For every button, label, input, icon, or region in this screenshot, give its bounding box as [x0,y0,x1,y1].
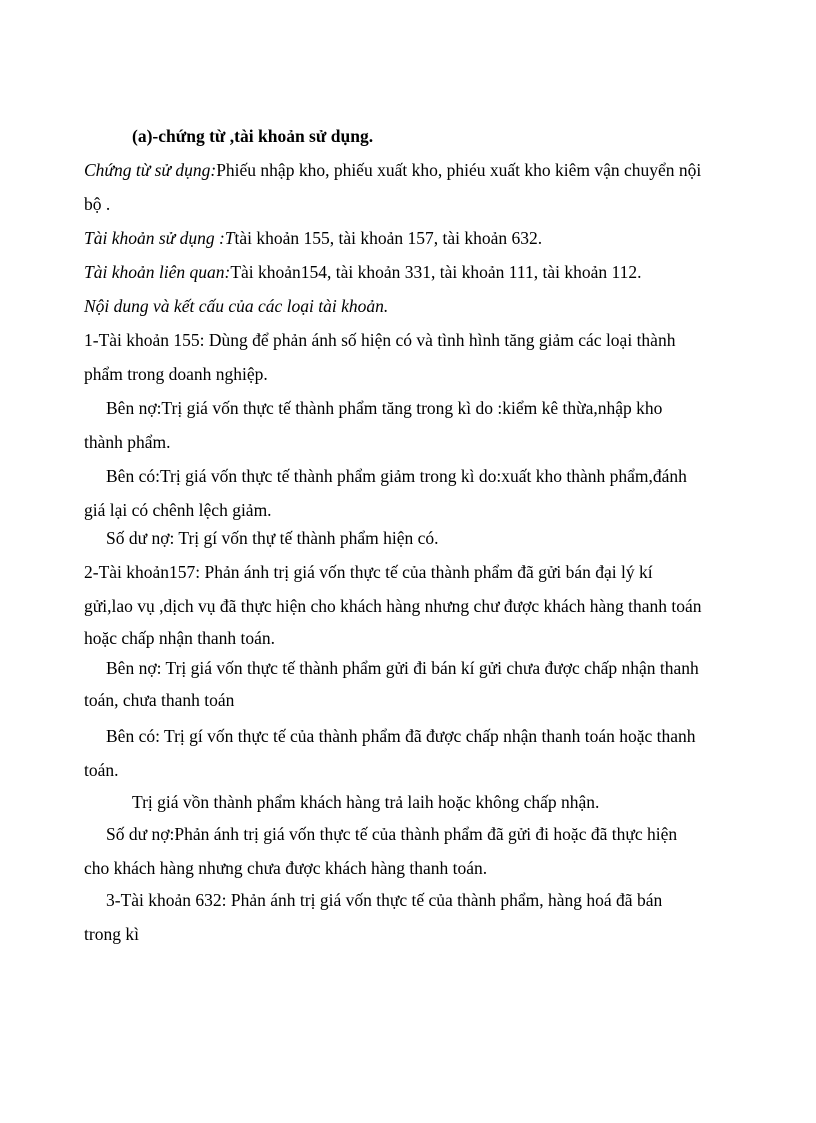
label-tai-khoan-lien-quan: Tài khoản liên quan: [84,262,231,282]
paragraph-line [84,160,701,180]
text-chung-tu: Phiếu nhập kho, phiếu xuất kho, phiéu xuất kho kiêm vận chuyển nội [216,160,702,180]
label-tai-khoan-su-dung: Tài khoản sử dụng :T [84,228,235,248]
subheading-noi-dung: Nội dung và kết cấu của các loại tài khoản. [84,296,389,316]
section-heading: (a)-chứng từ ,tài khoản sử dụng. [132,126,374,146]
paragraph-line: toán. [84,760,119,780]
paragraph-line [84,228,542,248]
label-chung-tu: Chứng từ sử dụng: [84,160,217,180]
paragraph-line: trong kì [84,924,139,944]
paragraph-line: Trị giá vồn thành phẩm khách hàng trả laih hoặc không chấp nhận. [132,792,600,812]
paragraph-line: bộ . [84,194,111,214]
paragraph-line: toán, chưa thanh toán [84,690,235,710]
paragraph-line: Số dư nợ: Trị gí vốn thự tế thành phẩm hiện có. [106,528,439,548]
paragraph-line: giá lại có chênh lệch giảm. [84,500,272,520]
paragraph-line: Bên nợ:Trị giá vốn thực tế thành phẩm tăng trong kì do :kiểm kê thừa,nhập kho [106,398,663,418]
paragraph-line: cho khách hàng nhưng chưa được khách hàng thanh toán. [84,858,488,878]
text-tai-khoan-su-dung: tài khoản 155, tài khoản 157, tài khoản 632. [234,228,543,248]
paragraph-line: Bên có:Trị giá vốn thực tế thành phẩm giảm trong kì do:xuất kho thành phẩm,đánh [106,466,687,486]
paragraph-line: Số dư nợ:Phản ánh trị giá vốn thực tế của thành phẩm đã gửi đi hoặc đã thực hiện [106,824,678,844]
paragraph-line: 1-Tài khoản 155: Dùng để phản ánh số hiện có và tình hình tăng giảm các loại thành [84,330,676,350]
paragraph-line: hoặc chấp nhận thanh toán. [84,628,275,648]
paragraph-line: Bên nợ: Trị giá vốn thực tế thành phẩm gửi đi bán kí gửi chưa được chấp nhận thanh [106,658,699,678]
paragraph-line: phẩm trong doanh nghiệp. [84,364,268,384]
paragraph-line: Bên có: Trị gí vốn thực tế của thành phẩm đã được chấp nhận thanh toán hoặc thanh [106,726,696,746]
paragraph-line [84,262,641,282]
paragraph-line: 3-Tài khoản 632: Phản ánh trị giá vốn thực tế của thành phẩm, hàng hoá đã bán [106,890,663,910]
paragraph-line: 2-Tài khoản157: Phản ánh trị giá vốn thực tế của thành phẩm đã gửi bán đại lý kí [84,562,653,582]
paragraph-line: thành phẩm. [84,432,171,452]
text-tai-khoan-lien-quan: Tài khoản154, tài khoản 331, tài khoản 111, tài khoản 112. [230,262,642,282]
paragraph-line: gửi,lao vụ ,dịch vụ đã thực hiện cho khách hàng nhưng chư được khách hàng thanh toán [84,596,702,616]
